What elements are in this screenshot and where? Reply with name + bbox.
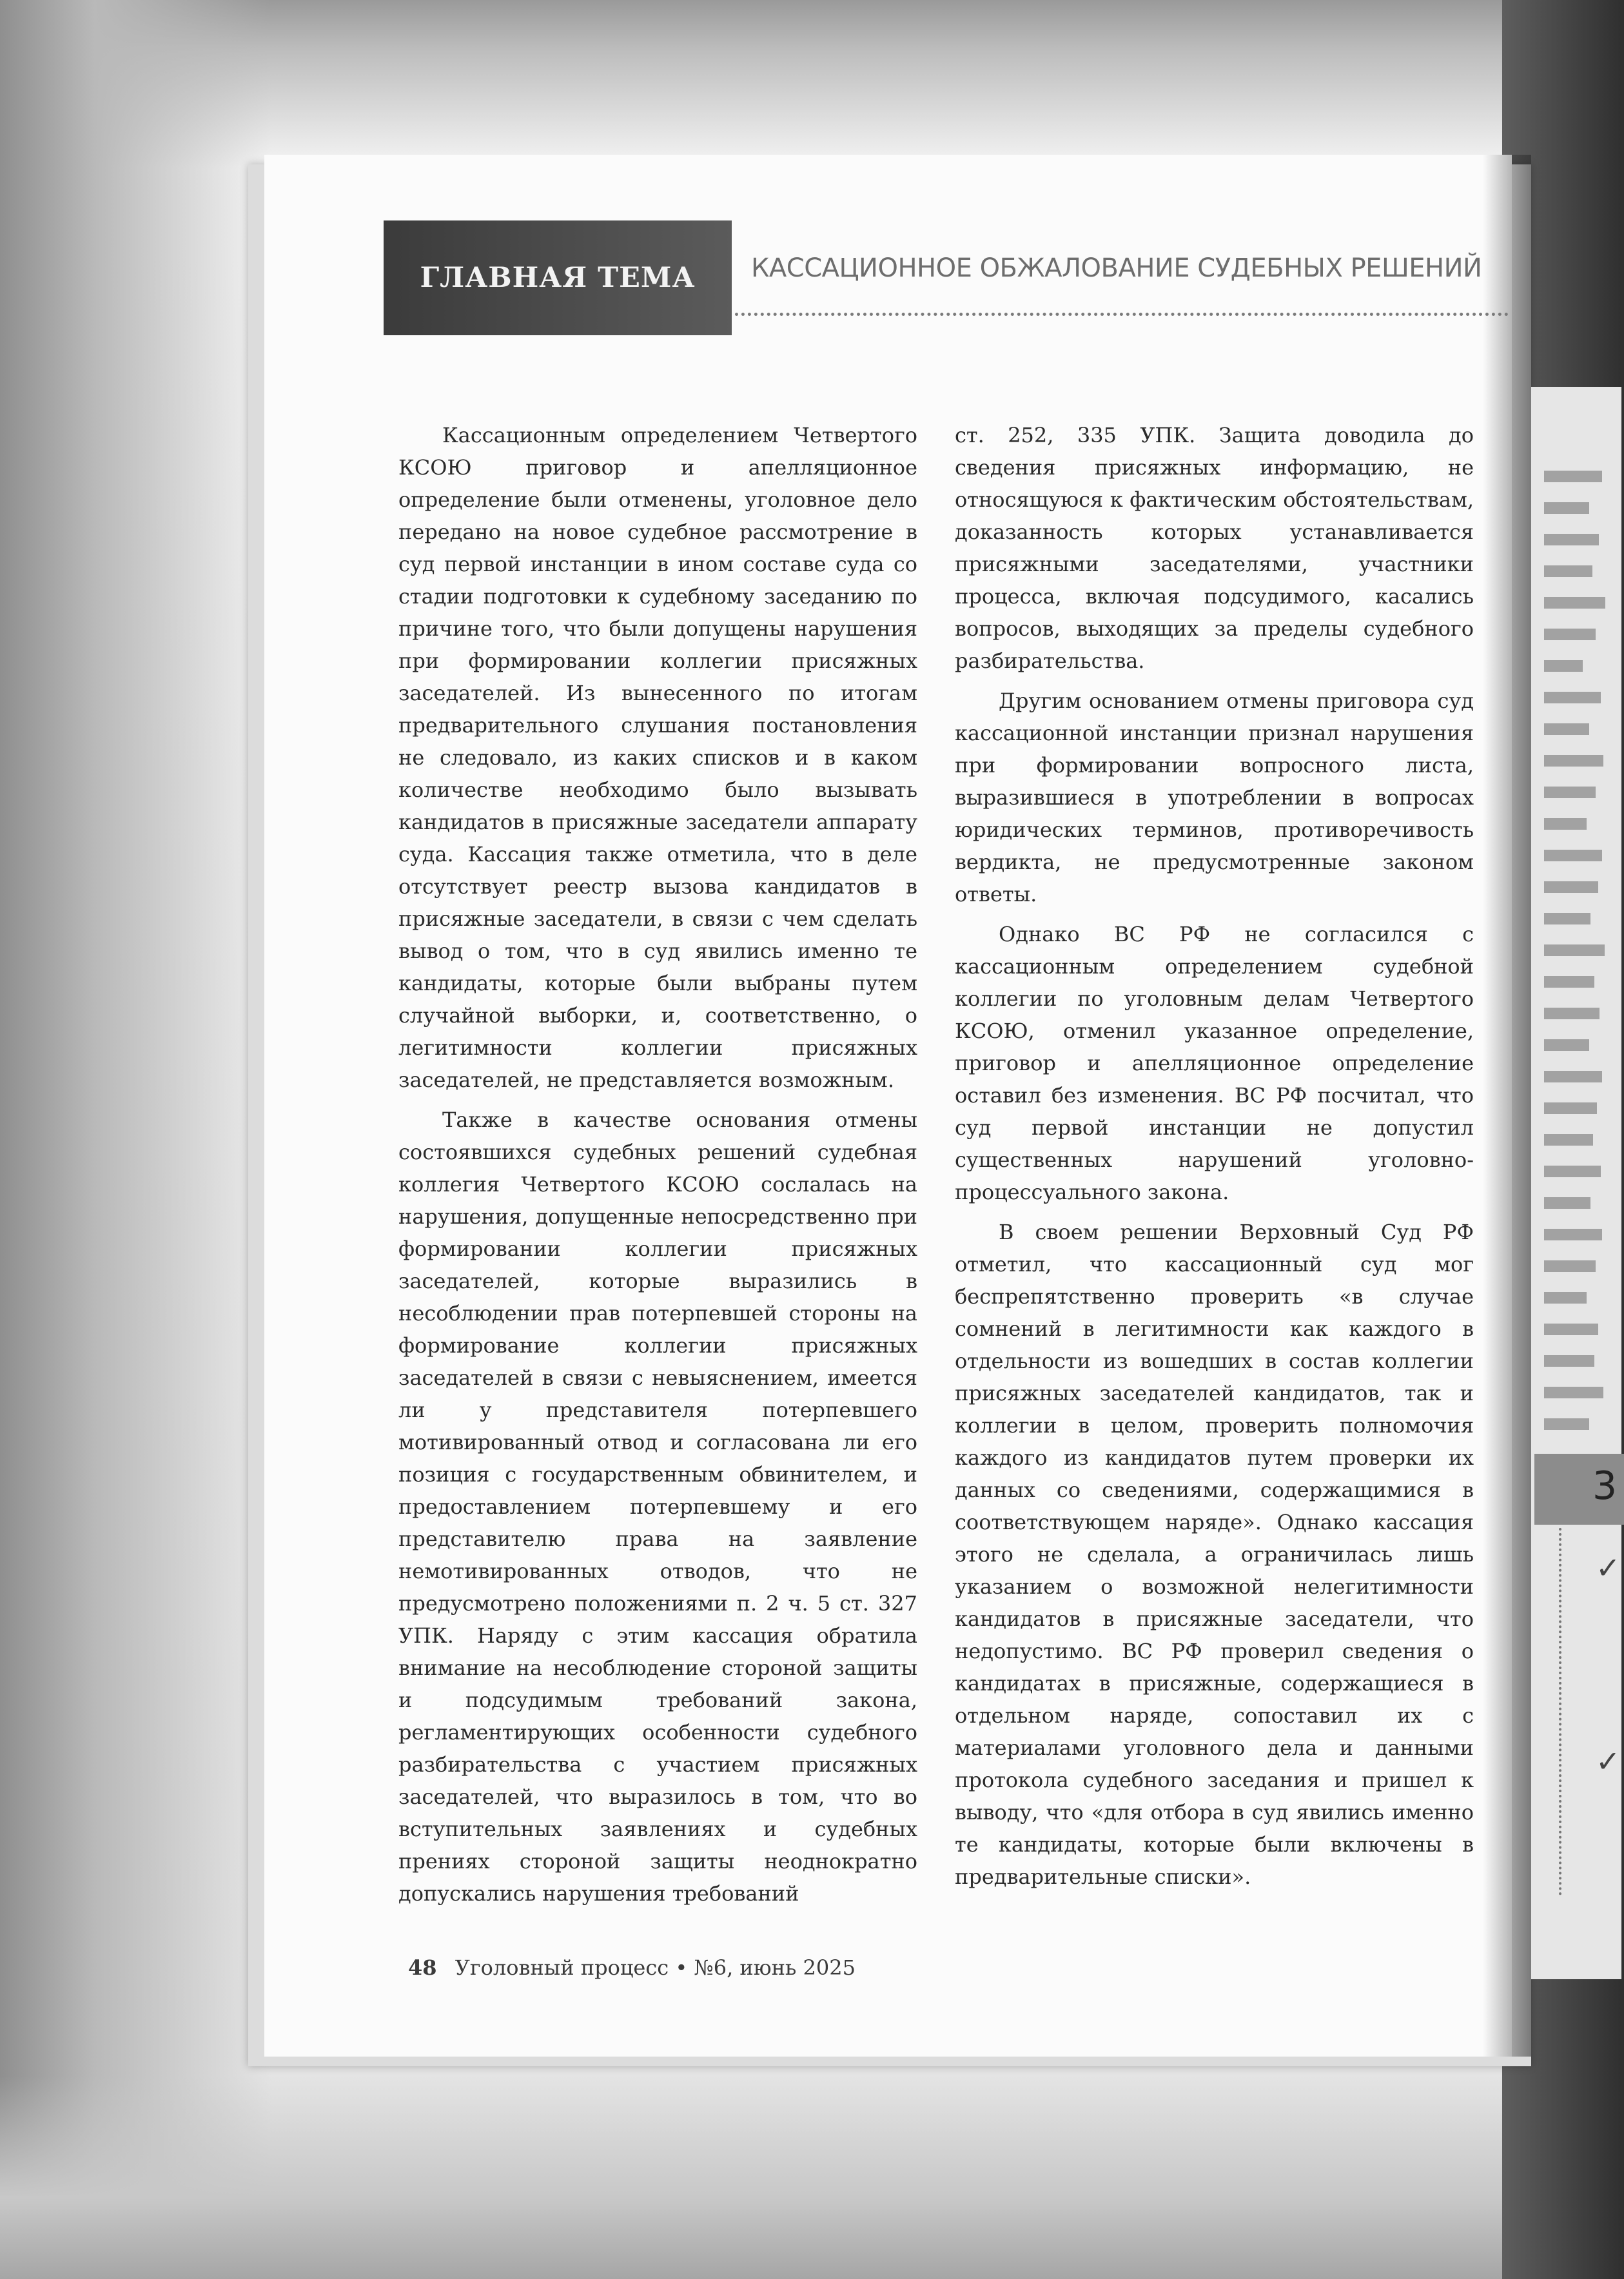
- scan-shadow-left: [0, 0, 271, 2279]
- scan-shadow-bottom: [0, 2076, 1624, 2279]
- checkmark-icon: ✓: [1596, 1550, 1621, 1585]
- page-gutter-shadow: [1483, 155, 1531, 2057]
- right-column: [955, 419, 1474, 1901]
- section-tag-label: ГЛАВНАЯ ТЕМА: [420, 262, 696, 294]
- paragraph: Другим основанием отмены приговора суд кассационной инстанции признал нарушения при формировании вопросного листа, выразившиеся в употреблении в вопросах юридических терминов, противоречивость вердикта, не предусмотренные законом ответы.: [955, 689, 1474, 906]
- left-column: [398, 419, 917, 1917]
- next-page-dotted-rule: [1559, 1528, 1561, 1895]
- running-header-title: КАССАЦИОННОЕ ОБЖАЛОВАНИЕ СУДЕБНЫХ РЕШЕНИЙ: [751, 253, 1482, 283]
- checkmark-icon: ✓: [1596, 1744, 1621, 1779]
- section-tag: [384, 220, 732, 335]
- next-page-tab-text: 3: [1592, 1463, 1618, 1509]
- page-number: 48: [408, 1955, 437, 1980]
- paragraph: Кассационным определением Четвертого КСОЮ приговор и апелляционное определение были отменены, уголовное дело передано на новое судебное рассмотрение в суд первой инстанции в ином составе суда со стадии подготовки к судебному заседанию по причине того, что были допущены нарушения при формировании коллегии присяжных заседателей. Из вынесенного по итогам предварительного слушания постановления не следовало, из каких списков и в каком количестве необходимо было вызывать кандидатов в присяжные заседатели аппарату суда. Кассация также отметила, что в деле отсутствует реестр вызова кандидатов в присяжные заседатели, в связи с чем сделать вывод о том, что в суд явились именно те кандидаты, которые были выбраны путем случайной выборки, и, соответственно, о легитимности коллегии присяжных заседателей, не представляется возможным.: [398, 423, 917, 1092]
- publication-info: Уголовный процесс • №6, июнь 2025: [455, 1955, 856, 1980]
- paragraph: ст. 252, 335 УПК. Защита доводила до сведения присяжных информацию, не относящуюся к фактическим обстоятельствам, доказанность которых устанавливается присяжными заседателями, участники процесса, включая подсудимого, касались вопросов, выходящих за пределы судебного разбирательства.: [955, 423, 1474, 673]
- header-dotted-rule: [735, 313, 1509, 316]
- paragraph: Также в качестве основания отмены состоявшихся судебных решений судебная коллегия Четвертого КСОЮ сослалась на нарушения, допущенные непосредственно при формировании коллегии присяжных заседателей, которые выразились в несоблюдении прав потерпевшей стороны на формирование коллегии присяжных заседателей в связи с невыяснением, имеется ли у представителя потерпевшего мотивированный отвод и согласована ли его позиция с государственным обвинителем, и предоставлением потерпевшему и его представителю права на заявление немотивированных отводов, что не предусмотрено положениями п. 2 ч. 5 ст. 327 УПК. Наряду с этим кассация обратила внимание на несоблюдение стороной защиты и подсудимым требований закона, регламентирующих особенности судебного разбирательства с участием присяжных заседателей, что выразилось в том, что во вступительных заявлениях и судебных прениях стороной защиты неоднократно допускались нарушения требований: [398, 1108, 917, 1906]
- page-footer: [408, 1955, 856, 1980]
- paragraph: Однако ВС РФ не согласился с кассационным определением судебной коллегии по уголовным делам Четвертого КСОЮ, отменил указанное определение, приговор и апелляционное определение оставил без изменения. ВС РФ посчитал, что суд первой инстанции не допустил существенных нарушений уголовно-процессуального закона.: [955, 922, 1474, 1204]
- next-page-fragment: [1531, 387, 1621, 1979]
- paragraph: В своем решении Верховный Суд РФ отметил, что кассационный суд мог беспрепятственно проверить «в случае сомнений в легитимности как каждого в отдельности из вошедших в состав коллегии присяжных заседателей кандидатов, так и коллегии в целом, проверить полномочия каждого из кандидатов путем проверки их данных со сведениями, содержащимися в соответствующем наряде». Однако кассация этого не сделала, а ограничилась лишь указанием о возможной нелегитимности кандидатов в присяжные заседатели, что недопустимо. ВС РФ проверил сведения о кандидатах в присяжные, содержащиеся в отдельном наряде, сопоставил их с материалами уголовного дела и данными протокола судебного заседания и пришел к выводу, что «для отбора в суд явились именно те кандидаты, которые были включены в предварительные списки».: [955, 1220, 1474, 1889]
